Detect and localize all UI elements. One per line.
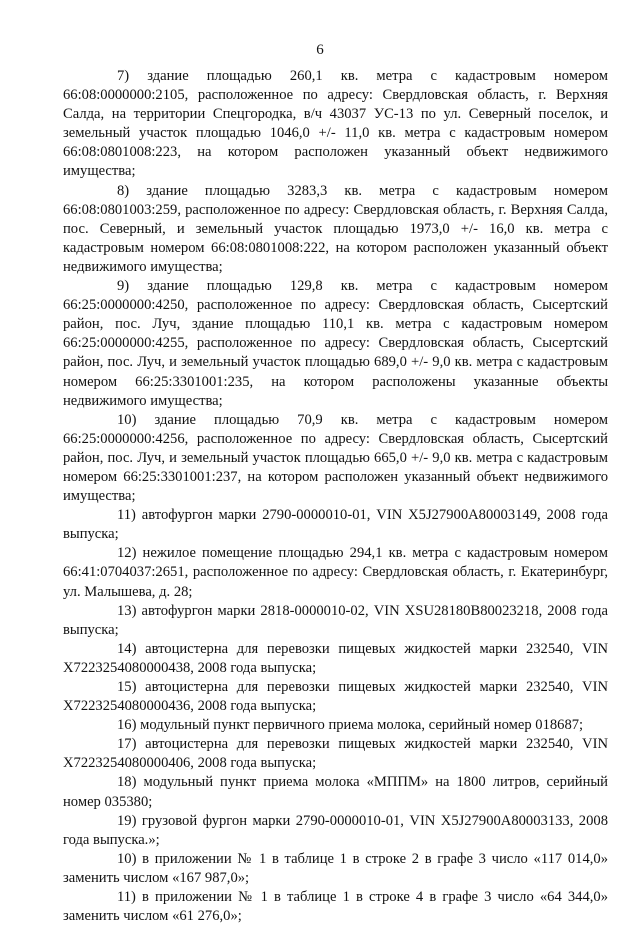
list-item-7: 7) здание площадью 260,1 кв. метра с кадастровым номером 66:08:0000000:2105, расположенное по адресу: Свердловская область, г. Верхняя Салда, на территории Спецгородка, в/ч 43037 УС-13 по ул. Северный поселок, и земельный участок площадью 1046,0 +/- 11,0 кв. метра с кадастровым номером 66:08:0801008:223, на котором расположен указанный объект недвижимого имущества;: [63, 68, 608, 180]
list-item-15: 15) автоцистерна для перевозки пищевых жидкостей марки 232540, VIN X7223254080000436, 2008 года выпуска;: [63, 679, 608, 715]
list-item-14: 14) автоцистерна для перевозки пищевых жидкостей марки 232540, VIN X7223254080000438, 2008 года выпуска;: [63, 640, 608, 676]
amendment-item-10: 10) в приложении № 1 в таблице 1 в строке 2 в графе 3 число «117 014,0» заменить числом «167 987,0»;: [63, 850, 608, 886]
list-item-12: 12) нежилое помещение площадью 294,1 кв. метра с кадастровым номером 66:41:0704037:2651, расположенное по адресу: Свердловская область, г. Екатеринбург, ул. Малышева, д. 28;: [63, 545, 608, 600]
list-item-18: 18) модульный пункт приема молока «МППМ» на 1800 литров, серийный номер 035380;: [63, 774, 608, 810]
page-number: 6: [316, 42, 324, 58]
list-item-13: 13) автофургон марки 2818-0000010-02, VIN XSU28180B80023218, 2008 года выпуска;: [63, 602, 608, 638]
list-item-11: 11) автофургон марки 2790-0000010-01, VIN X5J27900A80003149, 2008 года выпуска;: [63, 507, 608, 543]
list-item-19: 19) грузовой фургон марки 2790-0000010-01, VIN X5J27900A80003133, 2008 года выпуска.»;: [63, 812, 608, 848]
list-item-17: 17) автоцистерна для перевозки пищевых жидкостей марки 232540, VIN X7223254080000406, 2008 года выпуска;: [63, 736, 608, 772]
document-body: [63, 67, 608, 926]
list-item-9: 9) здание площадью 129,8 кв. метра с кадастровым номером 66:25:0000000:4250, расположенное по адресу: Свердловская область, Сысертский район, пос. Луч, здание площадью 110,1 кв. метра с кадастровым номером 66:25:0000000:4255, расположенное по адресу: Свердловская область, Сысертский район, пос. Луч, и земельный участок площадью 689,0 +/- 9,0 кв. метра с кадастровым номером 66:25:3301001:235, на котором расположены указанные объекты недвижимого имущества;: [63, 278, 608, 409]
list-item-10: 10) здание площадью 70,9 кв. метра с кадастровым номером 66:25:0000000:4256, расположенное по адресу: Свердловская область, Сысертский район, пос. Луч, и земельный участок площадью 665,0 +/- 9,0 кв. метра с кадастровым номером 66:25:3301001:237, на котором расположен указанный объект недвижимого имущества;: [63, 411, 608, 505]
list-item-16: 16) модульный пункт первичного приема молока, серийный номер 018687;: [117, 717, 584, 734]
list-item-8: 8) здание площадью 3283,3 кв. метра с кадастровым номером 66:08:0801003:259, расположенное по адресу: Свердловская область, г. Верхняя Салда, пос. Северный, и земельный участок площадью 1973,0 +/- 16,0 кв. метра с кадастровым номером 66:08:0801008:222, на котором расположен указанный объект недвижимого имущества;: [63, 182, 608, 275]
amendment-item-11: 11) в приложении № 1 в таблице 1 в строке 4 в графе 3 число «64 344,0» заменить числом «61 276,0»;: [63, 889, 608, 925]
